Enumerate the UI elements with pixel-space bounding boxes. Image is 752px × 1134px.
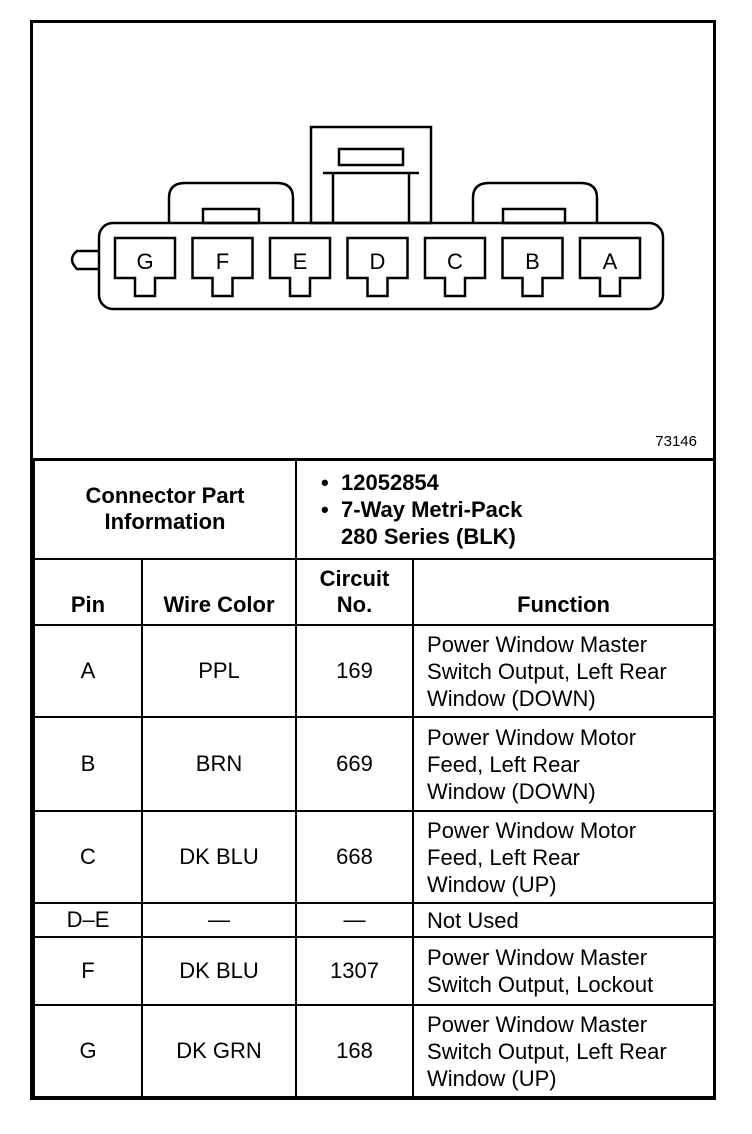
wire-color-cell: DK BLU — [142, 937, 296, 1005]
header-circuit-no — [296, 559, 413, 625]
function-line: Window (UP) — [427, 871, 557, 897]
header-pin: Pin — [34, 559, 142, 625]
function-line: Not Used — [427, 907, 519, 933]
pin-label-e: E — [292, 249, 308, 274]
function-line: Window (DOWN) — [427, 685, 596, 711]
pin-cell: B — [34, 717, 142, 811]
part-description-line1: 7-Way Metri-Pack — [341, 496, 523, 522]
function-cell — [413, 717, 714, 811]
function-line: Switch Output, Left Rear — [427, 658, 667, 684]
side-key — [72, 251, 99, 269]
circuit-cell: — — [296, 903, 413, 937]
pin-cell: D–E — [34, 903, 142, 937]
function-line: Power Window Master — [427, 945, 648, 970]
part-number-item: • 12052854 — [321, 469, 439, 495]
part-info-label — [34, 459, 296, 559]
wire-color-cell: DK GRN — [142, 1005, 296, 1097]
table-body — [34, 625, 714, 1097]
part-info-label-line1: Connector Part — [85, 483, 245, 508]
pin-labels — [136, 249, 617, 274]
function-line: Window (DOWN) — [427, 778, 596, 804]
lock-tab-rails — [323, 173, 419, 223]
table-row — [34, 811, 714, 903]
table-row — [34, 903, 714, 937]
pin-label-d: D — [369, 249, 386, 274]
part-description-line2: 280 Series (BLK) — [341, 523, 516, 549]
part-number: 12052854 — [341, 469, 439, 495]
pin-label-g: G — [136, 249, 154, 274]
pin-cell: A — [34, 625, 142, 717]
left-latch-window — [203, 209, 259, 223]
table-row — [34, 717, 714, 811]
pin-label-f: F — [215, 249, 230, 274]
table-row — [34, 937, 714, 1005]
function-line: Feed, Left Rear — [427, 751, 580, 777]
right-latch-window — [503, 209, 565, 223]
pin-cell: C — [34, 811, 142, 903]
header-circuit-line2: No. — [336, 592, 373, 617]
part-info-details — [296, 459, 714, 559]
header-function: Function — [413, 559, 714, 625]
left-latch — [169, 183, 293, 223]
header-wire-color: Wire Color — [142, 559, 296, 625]
connector-diagram — [33, 23, 713, 461]
part-description-item: • 7-Way Metri-Pack — [321, 496, 523, 522]
wire-color-cell: DK BLU — [142, 811, 296, 903]
function-line: Switch Output, Left Rear — [427, 1038, 667, 1064]
wire-color-cell: PPL — [142, 625, 296, 717]
function-line: Switch Output, Lockout — [427, 972, 654, 997]
figure-code: 73146 — [655, 433, 697, 450]
circuit-cell: 1307 — [296, 937, 413, 1005]
circuit-cell: 669 — [296, 717, 413, 811]
pin-label-b: B — [525, 249, 540, 274]
connector-face-view — [33, 23, 713, 458]
function-line: Power Window Master — [427, 1011, 648, 1037]
function-line: Window (UP) — [427, 1065, 557, 1091]
lock-tab — [311, 127, 431, 223]
part-info-label-line2: Information — [104, 509, 226, 534]
wire-color-cell: BRN — [142, 717, 296, 811]
wire-color-cell: — — [142, 903, 296, 937]
table-row — [34, 1005, 714, 1097]
pin-label-c: C — [447, 249, 463, 274]
circuit-cell: 668 — [296, 811, 413, 903]
function-cell — [413, 811, 714, 903]
connector-info-sheet — [30, 20, 716, 1100]
circuit-cell: 168 — [296, 1005, 413, 1097]
pin-cell: F — [34, 937, 142, 1005]
function-cell — [413, 1005, 714, 1097]
lock-tab-slot — [339, 149, 403, 165]
function-cell — [413, 625, 714, 717]
connector-table — [33, 458, 715, 1098]
function-cell — [413, 937, 714, 1005]
table-header-row — [34, 559, 714, 625]
function-line: Feed, Left Rear — [427, 844, 580, 870]
part-info-row — [34, 459, 714, 559]
pin-cell: G — [34, 1005, 142, 1097]
function-cell — [413, 903, 714, 937]
right-latch — [473, 183, 597, 223]
header-circuit-line1: Circuit — [319, 566, 390, 591]
circuit-cell: 169 — [296, 625, 413, 717]
pin-label-a: A — [602, 249, 618, 274]
function-line: Power Window Master — [427, 631, 648, 657]
function-line: Power Window Motor — [427, 724, 637, 750]
table-row — [34, 625, 714, 717]
function-line: Power Window Motor — [427, 817, 637, 843]
